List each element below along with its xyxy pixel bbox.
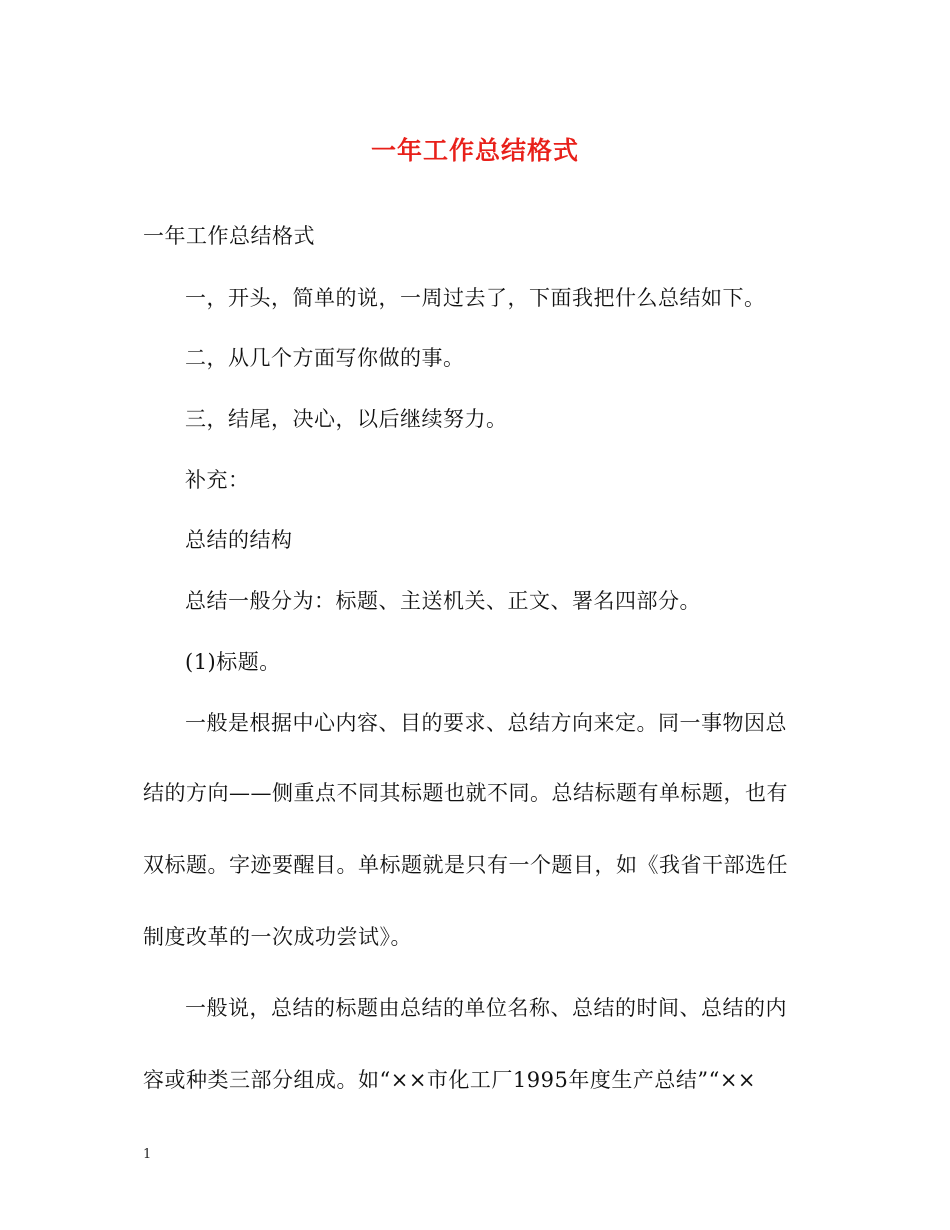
body-line: 总结一般分为：标题、主送机关、正文、署名四部分。 xyxy=(185,589,701,613)
body-line: 三，结尾，决心，以后继续努力。 xyxy=(185,407,508,431)
body-line: 一，开头，简单的说，一周过去了，下面我把什么总结如下。 xyxy=(185,286,766,310)
body-line: 容或种类三部分组成。如“××市化工厂1995年度生产总结”“×× xyxy=(143,1068,757,1092)
page-number: 1 xyxy=(143,1147,152,1162)
body-line: 二，从几个方面写你做的事。 xyxy=(185,346,465,370)
body-line: 一般说，总结的标题由总结的单位名称、总结的时间、总结的内 xyxy=(185,996,787,1020)
document-title: 一年工作总结格式 xyxy=(370,136,579,165)
body-line: 一年工作总结格式 xyxy=(143,224,315,248)
body-line: 双标题。字迹要醒目。单标题就是只有一个题目，如《我省干部选任 xyxy=(143,853,788,877)
body-line: 补充： xyxy=(185,468,250,492)
body-line: 总结的结构 xyxy=(185,528,293,552)
body-line: 一般是根据中心内容、目的要求、总结方向来定。同一事物因总 xyxy=(185,711,787,735)
body-line: 结的方向——侧重点不同其标题也就不同。总结标题有单标题，也有 xyxy=(143,781,788,805)
body-line: (1)标题。 xyxy=(185,650,281,674)
body-line: 制度改革的一次成功尝试》。 xyxy=(143,925,412,949)
